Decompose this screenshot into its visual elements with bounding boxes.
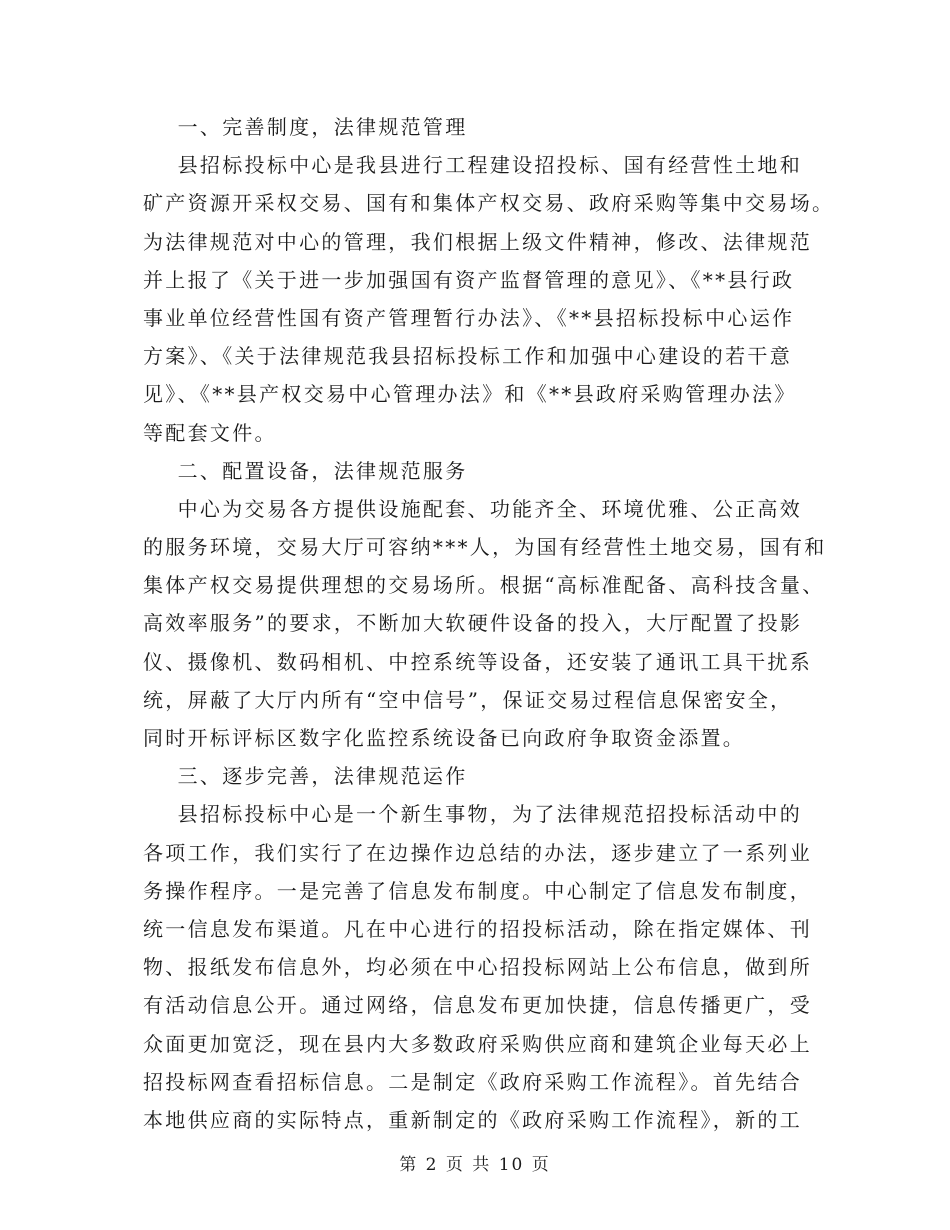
heading-2: 二、配置设备，法律规范服务 — [143, 458, 468, 483]
paragraph-line: 事业单位经营性国有资产管理暂行办法》、《**县招标投标中心运作 — [143, 305, 795, 330]
paragraph-line: 务操作程序。一是完善了信息发布制度。中心制定了信息发布制度， — [143, 878, 812, 903]
paragraph-line: 仪、摄像机、数码相机、中控系统等设备，还安装了通讯工具干扰系 — [143, 649, 812, 674]
paragraph-line: 矿产资源开采权交易、国有和集体产权交易、政府采购等集中交易场。 — [143, 191, 835, 216]
paragraph-line: 中心为交易各方提供设施配套、功能齐全、环境优雅、公正高效 — [143, 496, 803, 521]
paragraph-line: 的服务环境，交易大厅可容纳***人，为国有经营性土地交易，国有和 — [143, 535, 827, 560]
paragraph-line: 各项工作，我们实行了在边操作边总结的办法，逐步建立了一系列业 — [143, 840, 812, 865]
paragraph-line: 等配套文件。 — [143, 420, 277, 445]
paragraph-line: 有活动信息公开。通过网络，信息发布更加快捷，信息传播更广，受 — [143, 993, 812, 1018]
document-body — [143, 108, 835, 1139]
page-number-footer: 第 2 页 共 10 页 — [399, 1155, 551, 1175]
paragraph-line: 众面更加宽泛，现在县内大多数政府采购供应商和建筑企业每天必上 — [143, 1031, 812, 1056]
paragraph-line: 统一信息发布渠道。凡在中心进行的招投标活动，除在指定媒体、刊 — [143, 916, 812, 941]
paragraph-line: 县招标投标中心是一个新生事物，为了法律规范招投标活动中的 — [143, 802, 803, 827]
heading-1: 一、完善制度，法律规范管理 — [143, 115, 468, 139]
paragraph-line: 同时开标评标区数字化监控系统设备已向政府争取资金添置。 — [143, 726, 746, 750]
paragraph-line: 高效率服务”的要求，不断加大软硬件设备的投入，大厅配置了投影 — [143, 611, 803, 636]
paragraph-line: 统，屏蔽了大厅内所有“空中信号”，保证交易过程信息保密安全， — [143, 687, 793, 712]
paragraph-line: 本地供应商的实际特点，重新制定的《政府采购工作流程》，新的工 — [143, 1107, 802, 1132]
paragraph-line: 见》、《**县产权交易中心管理办法》和《**县政府采购管理办法》 — [143, 382, 797, 407]
paragraph-line: 并上报了《关于进一步加强国有资产监督管理的意见》、《**县行政 — [143, 267, 795, 292]
paragraph-line: 为法律规范对中心的管理，我们根据上级文件精神，修改、法律规范 — [143, 229, 812, 254]
paragraph-line: 县招标投标中心是我县进行工程建设招投标、国有经营性土地和 — [143, 153, 803, 178]
paragraph-line: 物、报纸发布信息外，均必须在中心招投标网站上公布信息，做到所 — [143, 955, 812, 980]
heading-3: 三、逐步完善，法律规范运作 — [143, 764, 468, 789]
paragraph-line: 招投标网查看招标信息。二是制定《政府采购工作流程》。首先结合 — [143, 1069, 802, 1094]
paragraph-line: 方案》、《关于法律规范我县招标投标工作和加强中心建设的若干意 — [143, 344, 792, 369]
paragraph-line: 集体产权交易提供理想的交易场所。根据“高标准配备、高科技含量、 — [143, 573, 825, 598]
